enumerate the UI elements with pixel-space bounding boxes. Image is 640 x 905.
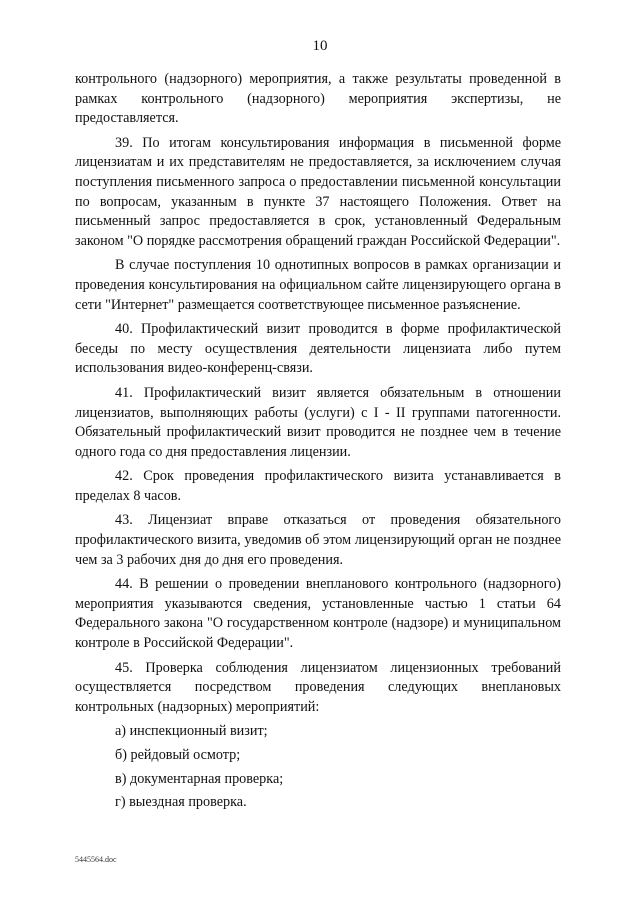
paragraph-45: 45. Проверка соблюдения лицензиатом лицензионных требований осуществляется посредством проведения следующих внеплановых контрольных (надзорных) мероприятий:	[75, 659, 561, 715]
list-item-v: в) документарная проверка;	[115, 770, 284, 787]
list-item-b: б) рейдовый осмотр;	[115, 747, 241, 763]
file-name-footer: 5445564.doc	[75, 855, 117, 864]
list-item-a: а) инспекционный визит;	[115, 723, 268, 740]
page-number: 10	[312, 38, 328, 54]
paragraph-43: 43. Лицензиат вправе отказаться от проведения обязательного профилактического визита, уведомив об этом лицензирующий орган не позднее чем за 3 рабочих дня до дня его проведения.	[75, 512, 561, 568]
paragraph-40: 40. Профилактический визит проводится в форме профилактической беседы по месту осуществления деятельности лицензиата либо путем использования видео-конференц-связи.	[75, 321, 561, 377]
paragraph-42: 42. Срок проведения профилактического визита устанавливается в пределах 8 часов.	[75, 468, 561, 504]
list-item-g: г) выездная проверка.	[115, 794, 247, 811]
document-body	[75, 70, 561, 817]
paragraph-44: 44. В решении о проведении внепланового контрольного (надзорного) мероприятия указываются сведения, установленные частью 1 статьи 64 Федерального закона "О государственном контроле (надзоре) и муниципальном контроле в Российской Федерации".	[75, 576, 561, 652]
paragraph-41: 41. Профилактический визит является обязательным в отношении лицензиатов, выполняющих работы (услуги) с I - II группами патогенности. Обязательный профилактический визит проводится не позднее чем в течение одного года со дня предоставления лицензии.	[75, 384, 561, 460]
paragraph-39-note: В случае поступления 10 однотипных вопросов в рамках организации и проведения консультирования на официальном сайте лицензирующего органа в сети "Интернет" размещается соответствующее письменное разъяснение.	[75, 257, 561, 313]
paragraph-continuation: контрольного (надзорного) мероприятия, а также результаты проведенной в рамках контрольного (надзорного) мероприятия экспертизы, не предоставляется.	[75, 71, 561, 127]
paragraph-39: 39. По итогам консультирования информация в письменной форме лицензиатам и их представителям не предоставляется, за исключением случая поступления письменного запроса о предоставлении письменной консультации по вопросам, указанным в пункте 37 настоящего Положения. Ответ на письменный запрос предоставляется в срок, установленный Федеральным законом "О порядке рассмотрения обращений граждан Российской Федерации".	[75, 134, 561, 249]
